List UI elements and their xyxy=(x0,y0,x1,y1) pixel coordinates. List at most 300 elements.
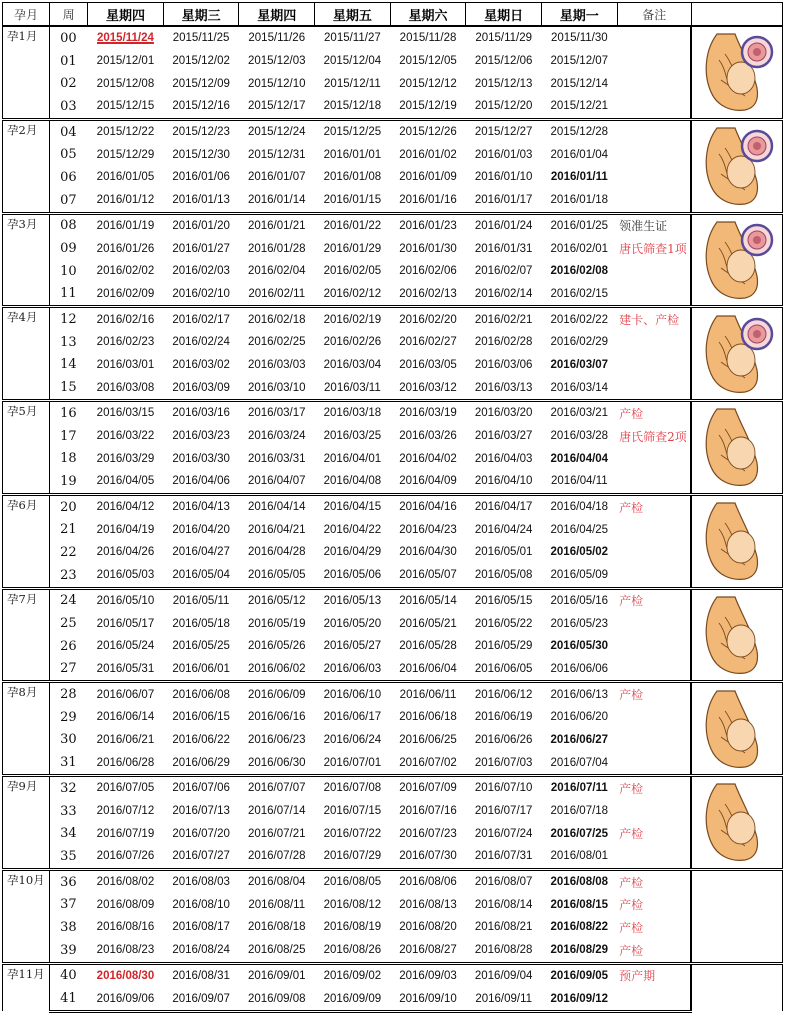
date-cell xyxy=(239,729,315,752)
date-cell xyxy=(315,213,391,237)
date-cell xyxy=(163,72,239,95)
date-cell xyxy=(541,143,617,166)
date-cell xyxy=(541,119,617,143)
note-cell xyxy=(617,283,691,307)
date-cell xyxy=(239,494,315,518)
date-cell xyxy=(239,869,315,893)
date-text: 2016/07/27 xyxy=(172,850,230,863)
week-number: 32 xyxy=(50,776,88,800)
date-text: 2016/09/06 xyxy=(96,992,155,1005)
date-text: 2015/12/18 xyxy=(323,100,382,113)
date-text: 2016/05/06 xyxy=(323,569,382,582)
date-cell xyxy=(239,401,315,425)
date-cell xyxy=(466,237,542,260)
date-text: 2016/03/04 xyxy=(323,358,382,371)
date-text: 2016/02/18 xyxy=(247,313,306,326)
date-text: 2016/02/04 xyxy=(247,265,306,278)
table-row xyxy=(3,800,783,823)
date-cell xyxy=(163,166,239,189)
week-number: 26 xyxy=(60,638,77,654)
date-cell xyxy=(466,776,542,800)
date-text: 2016/05/26 xyxy=(247,640,306,653)
date-cell xyxy=(239,50,315,73)
header-image xyxy=(691,3,782,27)
note-cell xyxy=(617,564,691,588)
week-number: 34 xyxy=(60,826,77,842)
date-text: 2016/02/22 xyxy=(550,313,609,326)
date-text: 2016/03/01 xyxy=(96,358,155,371)
date-cell xyxy=(88,706,164,729)
fetus-illustration xyxy=(691,119,782,213)
date-cell xyxy=(390,963,466,987)
date-text: 2016/07/08 xyxy=(323,782,382,795)
date-cell xyxy=(88,50,164,73)
date-cell xyxy=(390,26,466,50)
date-text: 2016/03/05 xyxy=(399,358,457,371)
date-text: 2016/03/21 xyxy=(550,407,609,420)
date-cell xyxy=(88,916,164,939)
month-label: 孕7月 xyxy=(3,588,50,682)
date-text: 2016/08/27 xyxy=(399,944,457,957)
date-text: 2016/01/19 xyxy=(96,219,155,232)
date-text: 2016/02/03 xyxy=(172,265,230,278)
table-row xyxy=(3,447,783,470)
date-cell xyxy=(163,307,239,331)
date-text: 2016/04/23 xyxy=(399,523,457,536)
date-cell xyxy=(88,800,164,823)
month-label: 孕1月 xyxy=(3,26,50,119)
note-cell xyxy=(617,95,691,119)
date-text: 2016/01/11 xyxy=(550,171,608,184)
date-cell xyxy=(163,845,239,869)
note-cell xyxy=(617,447,691,470)
date-cell xyxy=(466,845,542,869)
week-number: 04 xyxy=(50,119,88,143)
note-cell: 产检 xyxy=(617,588,691,612)
date-text: 2016/09/11 xyxy=(475,992,533,1005)
date-cell xyxy=(163,776,239,800)
date-text: 2016/02/12 xyxy=(323,287,382,300)
date-cell xyxy=(88,72,164,95)
date-cell xyxy=(163,939,239,963)
week-number: 23 xyxy=(60,567,77,583)
date-cell xyxy=(88,354,164,377)
date-cell xyxy=(239,800,315,823)
note-cell: 领准生证 xyxy=(617,213,691,237)
date-cell xyxy=(466,541,542,564)
date-cell xyxy=(88,237,164,260)
week-number: 36 xyxy=(50,869,88,893)
date-text: 2016/05/03 xyxy=(96,569,155,582)
month-label: 孕9月 xyxy=(3,776,50,870)
date-text: 2016/08/31 xyxy=(172,969,230,982)
date-text: 2016/08/28 xyxy=(474,944,533,957)
date-text: 2016/02/14 xyxy=(474,287,533,300)
header-day-2: 星期三 xyxy=(163,3,239,27)
date-text: 2016/02/02 xyxy=(96,265,155,278)
week-number: 12 xyxy=(50,307,88,331)
table-row xyxy=(3,706,783,729)
table-row xyxy=(3,939,783,963)
date-cell xyxy=(390,189,466,213)
date-text: 2016/05/18 xyxy=(172,617,230,630)
date-text: 2015/12/11 xyxy=(324,77,381,90)
date-text: 2015/11/28 xyxy=(399,32,457,45)
date-cell xyxy=(163,800,239,823)
date-cell xyxy=(390,72,466,95)
date-text: 2016/04/21 xyxy=(247,523,306,536)
date-text: 2015/11/26 xyxy=(248,32,306,45)
table-row xyxy=(3,682,783,706)
date-text: 2016/07/06 xyxy=(172,782,230,795)
date-text: 2016/04/09 xyxy=(399,475,457,488)
date-text: 2016/06/10 xyxy=(323,688,382,701)
date-cell xyxy=(315,939,391,963)
date-cell xyxy=(239,166,315,189)
date-text: 2016/08/11 xyxy=(248,898,306,911)
table-row xyxy=(3,987,783,1011)
date-cell xyxy=(163,963,239,987)
date-text: 2016/06/04 xyxy=(399,662,457,675)
date-cell xyxy=(390,729,466,752)
date-text: 2016/03/12 xyxy=(399,381,457,394)
fetus-illustration xyxy=(691,494,782,588)
date-text: 2016/08/10 xyxy=(172,898,230,911)
date-cell xyxy=(390,635,466,658)
date-cell xyxy=(88,682,164,706)
week-number: 41 xyxy=(50,987,88,1011)
date-text: 2016/08/05 xyxy=(323,876,382,889)
header-day-7: 星期一 xyxy=(541,3,617,27)
date-cell xyxy=(315,916,391,939)
date-cell xyxy=(541,776,617,800)
date-cell xyxy=(88,729,164,752)
date-cell xyxy=(390,751,466,775)
table-row xyxy=(3,119,783,143)
table-row xyxy=(3,494,783,518)
table-row xyxy=(3,776,783,800)
date-cell xyxy=(315,588,391,612)
date-cell xyxy=(390,237,466,260)
date-cell xyxy=(541,893,617,916)
table-row xyxy=(3,376,783,400)
fetus-illustration-icon xyxy=(697,30,777,114)
date-text: 2016/04/08 xyxy=(323,475,382,488)
date-text: 2016/02/29 xyxy=(550,336,609,349)
date-cell xyxy=(163,447,239,470)
week-number: 09 xyxy=(60,241,77,257)
date-text: 2016/04/11 xyxy=(550,475,608,488)
date-text: 2015/12/02 xyxy=(172,55,230,68)
table-row xyxy=(3,166,783,189)
date-text: 2016/03/31 xyxy=(247,452,306,465)
date-text: 2016/06/22 xyxy=(172,733,230,746)
date-cell xyxy=(466,260,542,283)
date-text: 2016/01/30 xyxy=(399,242,457,255)
pregnancy-calendar-page xyxy=(2,2,783,1013)
date-cell xyxy=(390,518,466,541)
date-cell xyxy=(541,845,617,869)
table-row xyxy=(3,307,783,331)
date-cell xyxy=(390,283,466,307)
date-cell xyxy=(239,963,315,987)
date-text: 2016/06/26 xyxy=(474,733,533,746)
date-cell xyxy=(390,800,466,823)
date-cell xyxy=(163,751,239,775)
date-text: 2016/08/16 xyxy=(96,921,155,934)
date-cell xyxy=(163,26,239,50)
date-cell xyxy=(88,776,164,800)
week-number: 22 xyxy=(60,544,77,560)
date-text: 2016/01/16 xyxy=(399,194,457,207)
date-text: 2016/03/27 xyxy=(474,430,533,443)
date-text: 2016/05/30 xyxy=(550,640,609,653)
date-cell xyxy=(541,447,617,470)
date-cell xyxy=(163,283,239,307)
date-text: 2015/12/12 xyxy=(399,77,457,90)
date-cell xyxy=(315,822,391,845)
date-text: 2016/02/09 xyxy=(96,287,155,300)
date-cell xyxy=(163,425,239,448)
week-number: 21 xyxy=(60,522,77,538)
date-cell xyxy=(163,822,239,845)
week-number: 28 xyxy=(50,682,88,706)
date-text: 2016/04/30 xyxy=(399,546,457,559)
date-text: 2016/07/02 xyxy=(399,756,457,769)
date-text: 2016/01/14 xyxy=(247,194,306,207)
date-text: 2016/05/22 xyxy=(474,617,533,630)
date-text: 2016/07/03 xyxy=(474,756,533,769)
date-cell xyxy=(390,401,466,425)
date-text: 2016/04/15 xyxy=(323,501,382,514)
date-cell xyxy=(163,541,239,564)
date-cell xyxy=(390,658,466,682)
date-cell xyxy=(239,776,315,800)
week-number: 16 xyxy=(50,401,88,425)
date-text: 2016/03/25 xyxy=(323,430,382,443)
date-cell xyxy=(541,354,617,377)
date-text: 2015/12/13 xyxy=(474,77,533,90)
date-cell xyxy=(315,869,391,893)
date-text: 2015/12/17 xyxy=(247,100,306,113)
table-row xyxy=(3,869,783,893)
date-text: 2016/03/14 xyxy=(550,381,609,394)
date-text: 2016/01/26 xyxy=(96,242,155,255)
note-cell: 唐氏筛查2项 xyxy=(619,429,687,444)
date-cell xyxy=(163,893,239,916)
date-cell xyxy=(315,845,391,869)
date-text: 2016/08/19 xyxy=(323,921,382,934)
month-label: 孕4月 xyxy=(3,307,50,401)
date-text: 2016/02/19 xyxy=(323,313,382,326)
note-cell xyxy=(617,260,691,283)
date-text: 2015/12/31 xyxy=(247,148,306,161)
note-cell xyxy=(617,470,691,494)
date-text: 2016/03/22 xyxy=(96,430,155,443)
fetus-illustration xyxy=(691,588,782,682)
fetus-illustration xyxy=(691,776,782,870)
date-text: 2015/12/24 xyxy=(247,126,306,139)
month-label: 孕3月 xyxy=(3,213,50,307)
date-cell xyxy=(239,635,315,658)
date-text: 2016/06/20 xyxy=(550,711,609,724)
date-cell xyxy=(541,518,617,541)
note-cell: 产检 xyxy=(617,682,691,706)
table-row xyxy=(3,425,783,448)
date-text: 2016/02/16 xyxy=(96,313,155,326)
empty-image-cell xyxy=(691,963,782,1011)
date-cell xyxy=(390,331,466,354)
date-text: 2016/09/12 xyxy=(550,992,609,1005)
date-text: 2015/12/14 xyxy=(550,77,609,90)
date-text: 2016/03/15 xyxy=(96,407,155,420)
date-text: 2016/06/28 xyxy=(96,756,155,769)
date-text: 2016/08/30 xyxy=(96,969,155,982)
note-cell: 产检 xyxy=(617,401,691,425)
date-cell xyxy=(541,987,617,1011)
date-text: 2016/06/12 xyxy=(474,688,533,701)
date-text: 2016/08/07 xyxy=(474,876,533,889)
date-text: 2016/06/23 xyxy=(247,733,306,746)
date-text: 2016/08/03 xyxy=(172,876,230,889)
note-cell xyxy=(617,658,691,682)
week-number: 10 xyxy=(60,263,77,279)
note-cell: 产检 xyxy=(619,898,644,913)
date-text: 2016/01/13 xyxy=(172,194,230,207)
date-cell xyxy=(390,588,466,612)
date-text: 2016/05/25 xyxy=(172,640,230,653)
date-text: 2016/01/23 xyxy=(399,219,457,232)
header-day-6: 星期日 xyxy=(466,3,542,27)
date-cell xyxy=(541,307,617,331)
week-number: 06 xyxy=(60,169,77,185)
date-text: 2016/06/01 xyxy=(172,662,230,675)
week-number: 29 xyxy=(60,709,77,725)
date-cell xyxy=(163,354,239,377)
date-text: 2016/02/27 xyxy=(399,336,457,349)
table-row xyxy=(3,189,783,213)
table-row xyxy=(3,260,783,283)
date-cell xyxy=(541,635,617,658)
note-cell xyxy=(617,729,691,752)
date-text: 2016/03/23 xyxy=(172,430,230,443)
date-text: 2016/01/20 xyxy=(172,219,230,232)
date-text: 2016/08/09 xyxy=(96,898,155,911)
date-cell xyxy=(541,939,617,963)
month-label: 孕5月 xyxy=(3,401,50,495)
date-text: 2016/08/14 xyxy=(474,898,533,911)
date-cell xyxy=(239,72,315,95)
date-text: 2016/07/11 xyxy=(550,782,608,795)
week-number: 11 xyxy=(60,286,77,302)
date-text: 2016/02/10 xyxy=(172,287,230,300)
date-cell xyxy=(315,541,391,564)
date-cell xyxy=(239,260,315,283)
date-text: 2016/03/10 xyxy=(247,381,306,394)
header-week: 周 xyxy=(50,3,88,27)
date-text: 2016/02/06 xyxy=(399,265,457,278)
date-cell xyxy=(88,376,164,400)
date-text: 2016/01/01 xyxy=(323,148,382,161)
week-number: 08 xyxy=(50,213,88,237)
date-text: 2016/07/22 xyxy=(323,827,382,840)
date-cell xyxy=(466,564,542,588)
note-cell xyxy=(617,26,691,50)
date-cell xyxy=(390,845,466,869)
date-cell xyxy=(163,658,239,682)
fetus-illustration-icon xyxy=(697,593,777,677)
date-cell xyxy=(315,26,391,50)
date-text: 2016/05/17 xyxy=(96,617,155,630)
date-cell xyxy=(390,425,466,448)
date-cell xyxy=(390,564,466,588)
date-cell xyxy=(163,50,239,73)
table-row xyxy=(3,401,783,425)
date-cell xyxy=(541,658,617,682)
table-row xyxy=(3,564,783,588)
date-cell xyxy=(315,283,391,307)
date-text: 2016/08/22 xyxy=(550,921,609,934)
date-cell xyxy=(239,518,315,541)
date-text: 2016/04/05 xyxy=(96,475,155,488)
date-cell xyxy=(239,893,315,916)
date-cell xyxy=(315,612,391,635)
date-cell xyxy=(239,612,315,635)
date-cell xyxy=(315,658,391,682)
note-cell xyxy=(617,331,691,354)
date-text: 2016/08/21 xyxy=(474,921,533,934)
week-number: 35 xyxy=(60,848,77,864)
date-text: 2016/06/07 xyxy=(96,688,155,701)
date-text: 2015/12/16 xyxy=(172,100,230,113)
table-row xyxy=(3,213,783,237)
date-cell xyxy=(88,447,164,470)
date-cell xyxy=(390,494,466,518)
date-text: 2016/08/25 xyxy=(247,944,306,957)
week-number: 25 xyxy=(60,616,77,632)
date-cell xyxy=(239,470,315,494)
date-cell xyxy=(88,893,164,916)
date-cell xyxy=(466,72,542,95)
date-cell xyxy=(390,166,466,189)
date-cell xyxy=(88,518,164,541)
date-cell xyxy=(163,376,239,400)
week-number: 33 xyxy=(60,803,77,819)
date-cell xyxy=(88,751,164,775)
date-text: 2016/02/20 xyxy=(399,313,457,326)
date-cell xyxy=(88,658,164,682)
fetus-illustration xyxy=(691,682,782,776)
date-text: 2016/01/09 xyxy=(399,171,457,184)
fetus-illustration-icon xyxy=(697,312,777,396)
date-cell xyxy=(163,143,239,166)
date-text: 2016/06/25 xyxy=(399,733,457,746)
table-row xyxy=(3,143,783,166)
date-text: 2016/04/18 xyxy=(550,501,609,514)
date-cell xyxy=(466,376,542,400)
date-cell xyxy=(163,237,239,260)
fetus-illustration-icon xyxy=(697,405,777,489)
date-cell xyxy=(88,331,164,354)
note-cell: 产检 xyxy=(617,776,691,800)
date-text: 2016/04/27 xyxy=(172,546,230,559)
date-cell xyxy=(315,376,391,400)
date-cell xyxy=(315,425,391,448)
date-text: 2016/07/12 xyxy=(96,805,155,818)
week-number: 07 xyxy=(60,192,77,208)
date-cell xyxy=(315,751,391,775)
date-cell xyxy=(239,119,315,143)
